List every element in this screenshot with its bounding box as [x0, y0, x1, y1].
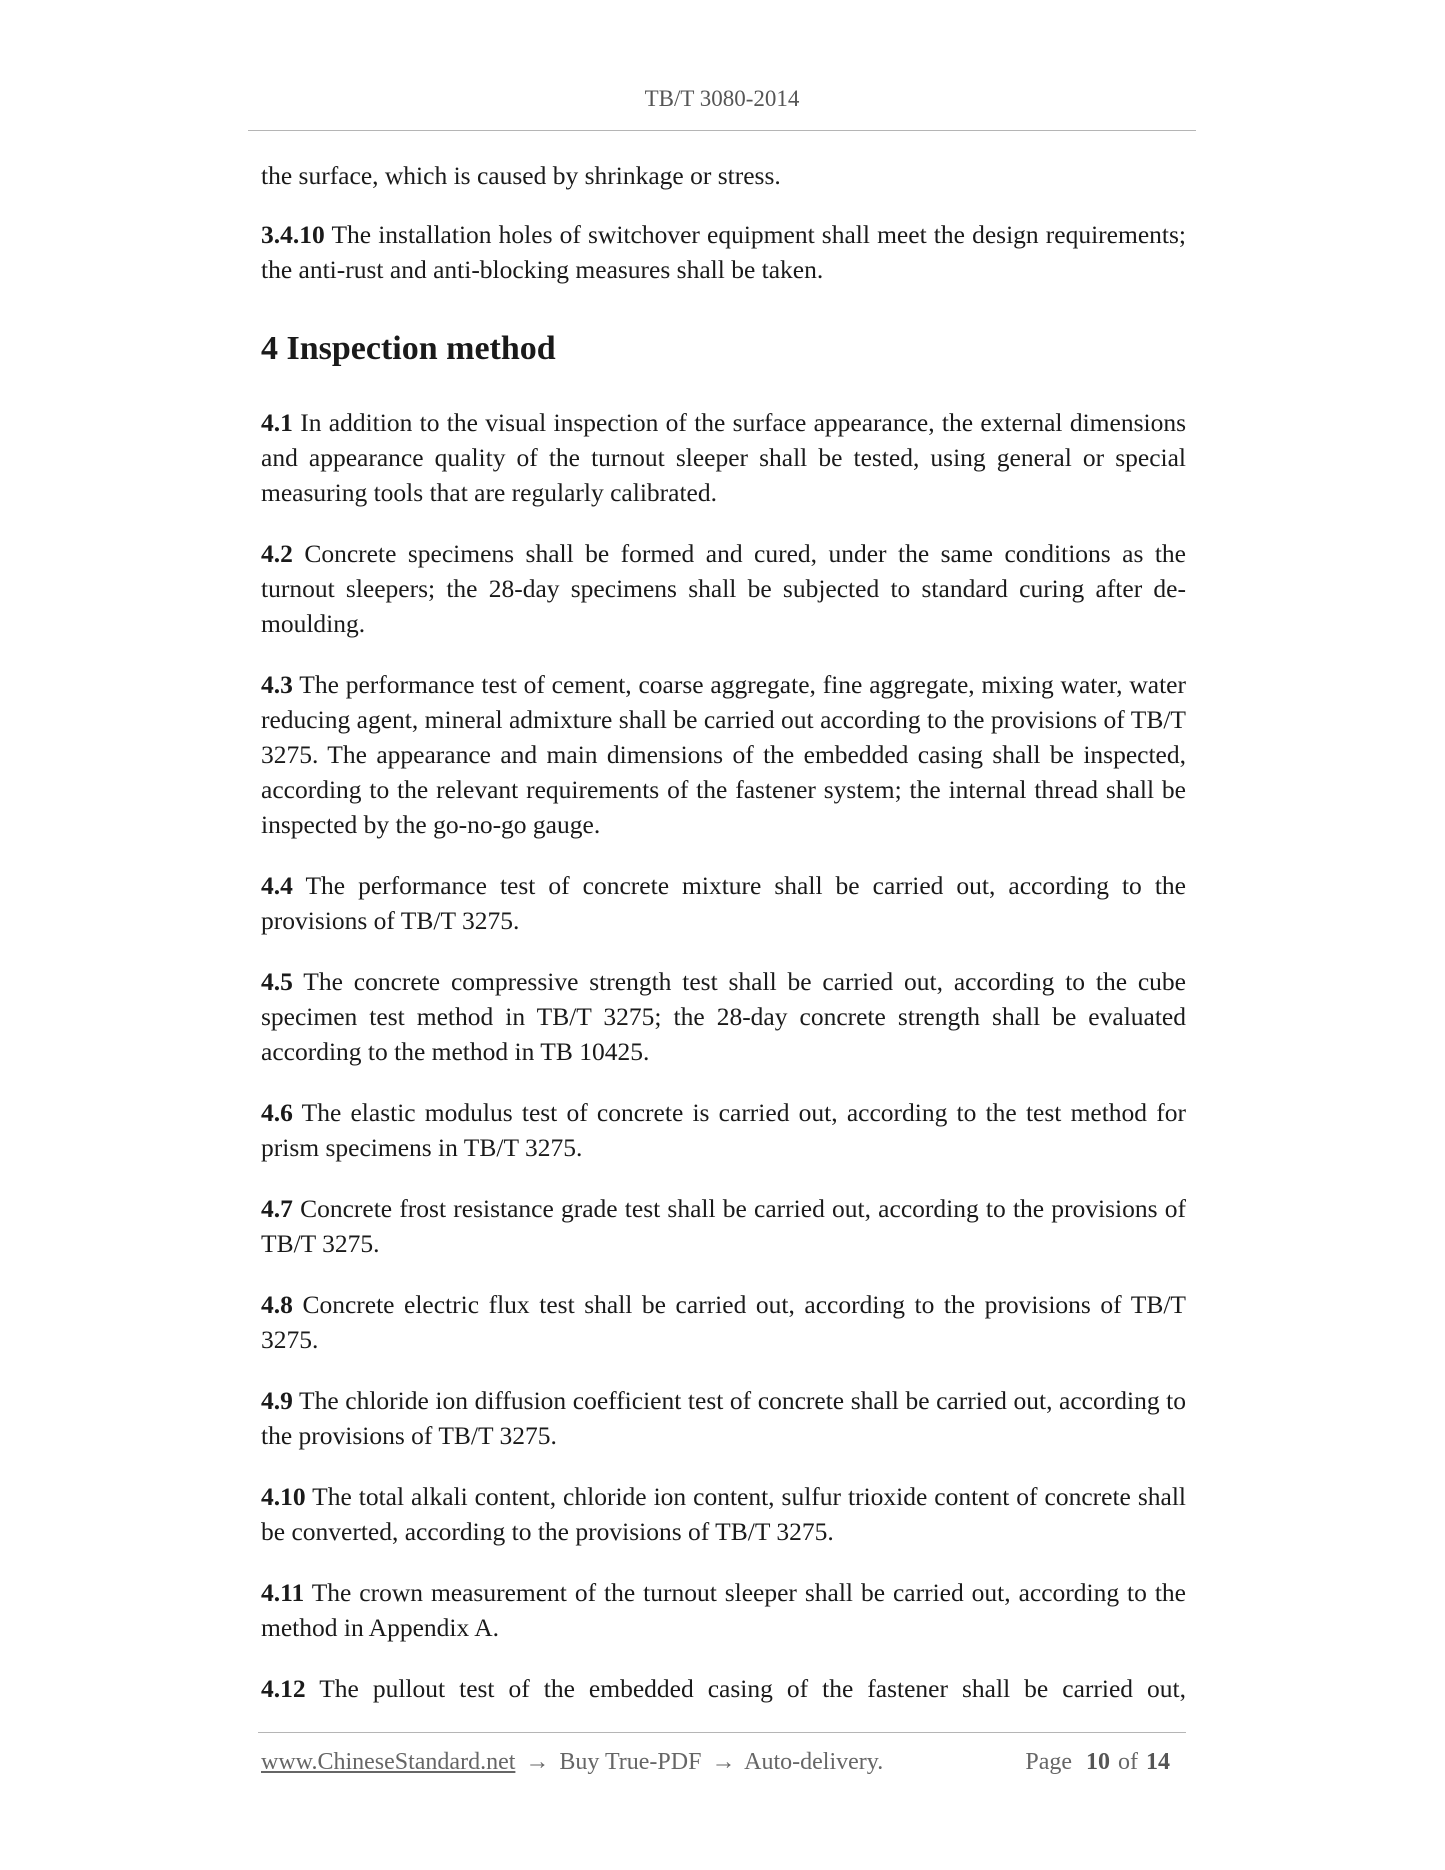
clause-4-2: [261, 536, 1186, 641]
clause-4-8: [261, 1287, 1186, 1357]
clause-text: Concrete frost resistance grade test shall be carried out, according to the provisions of TB/T 3275.: [261, 1194, 1186, 1258]
clause-number: 4.1: [261, 408, 293, 437]
clause-number: 4.4: [261, 871, 293, 900]
arrow-right-icon: →: [525, 1749, 550, 1775]
clause-text: The installation holes of switchover equipment shall meet the design requirements; the anti-rust and anti-blocking measures shall be taken.: [261, 220, 1186, 284]
clause-number: 4.10: [261, 1482, 306, 1511]
website-link[interactable]: www.ChineseStandard.net: [261, 1749, 516, 1775]
clause-text: The pullout test of the embedded casing of the fastener shall be carried out,: [319, 1674, 1186, 1703]
clause-number: 4.9: [261, 1386, 293, 1415]
clause-4-3: [261, 667, 1186, 842]
page-header-title: TB/T 3080-2014: [644, 86, 800, 111]
clause-4-12: [261, 1671, 1186, 1706]
clause-number: 4.8: [261, 1290, 293, 1319]
clause-number: 4.3: [261, 670, 293, 699]
of-label: of: [1118, 1749, 1138, 1775]
clause-4-7: [261, 1191, 1186, 1261]
clause-text: Concrete specimens shall be formed and cured, under the same conditions as the turnout sleepers; the 28-day specimens shall be subjected to standard curing after de-moulding.: [261, 539, 1187, 638]
clause-4-6: [261, 1095, 1186, 1165]
clause-4-1: [261, 405, 1186, 510]
intro-text: the surface, which is caused by shrinkage or stress.: [261, 161, 781, 190]
buy-pdf-link[interactable]: Buy True-PDF: [559, 1749, 702, 1775]
clause-4-11: [261, 1575, 1186, 1645]
clause-text: The chloride ion diffusion coefficient test of concrete shall be carried out, according to the provisions of TB/T 3275.: [261, 1386, 1186, 1450]
header-divider: [248, 130, 1196, 131]
clause-text: The performance test of concrete mixture shall be carried out, according to the provisions of TB/T 3275.: [261, 871, 1186, 935]
clause-text: The elastic modulus test of concrete is carried out, according to the test method for prism specimens in TB/T 3275.: [261, 1098, 1186, 1162]
arrow-right-icon: →: [711, 1749, 736, 1775]
clause-number: 4.7: [261, 1194, 293, 1223]
document-body: [261, 158, 1186, 1732]
clause-text: The total alkali content, chloride ion content, sulfur trioxide content of concrete shall be converted, according to the provisions of TB/T 3275.: [261, 1482, 1186, 1546]
clause-text: The crown measurement of the turnout sleeper shall be carried out, according to the method in Appendix A.: [261, 1578, 1186, 1642]
clause-4-10: [261, 1479, 1186, 1549]
clause-text: The performance test of cement, coarse aggregate, fine aggregate, mixing water, water reducing agent, mineral admixture shall be carried out according to the provisions of TB/T 3275. The appearance and main dimensions of the embedded casing shall be inspected, according to the relevant requirements of the fastener system; the internal thread shall be inspected by the go-no-go gauge.: [261, 670, 1186, 839]
page-total: 14: [1146, 1749, 1170, 1775]
clause-4-9: [261, 1383, 1186, 1453]
delivery-text: Auto-delivery.: [744, 1749, 884, 1775]
clause-number: 4.2: [261, 539, 293, 568]
page-footer: [261, 1749, 1186, 1776]
clause-number: 3.4.10: [261, 220, 325, 249]
clause-number: 4.5: [261, 967, 293, 996]
section-heading: 4 Inspection method: [261, 330, 556, 367]
clause-number: 4.6: [261, 1098, 293, 1127]
clause-4-4: [261, 868, 1186, 938]
clause-text: The concrete compressive strength test shall be carried out, according to the cube specimen test method in TB/T 3275; the 28-day concrete strength shall be evaluated according to the method in TB 10425.: [261, 967, 1186, 1066]
page-indicator: [1025, 1749, 1178, 1776]
clause-text: In addition to the visual inspection of the surface appearance, the external dimensions and appearance quality of the turnout sleeper shall be tested, using general or special measuring tools that are regularly calibrated.: [261, 408, 1187, 507]
clause-4-5: [261, 964, 1186, 1069]
clause-3-4-10: [261, 217, 1186, 287]
page-label: Page: [1025, 1749, 1072, 1775]
clause-number: 4.12: [261, 1674, 306, 1703]
page-current: 10: [1086, 1749, 1110, 1775]
clause-text: Concrete electric flux test shall be carried out, according to the provisions of TB/T 3275.: [261, 1290, 1187, 1354]
clause-number: 4.11: [261, 1578, 305, 1607]
footer-divider: [258, 1732, 1186, 1733]
